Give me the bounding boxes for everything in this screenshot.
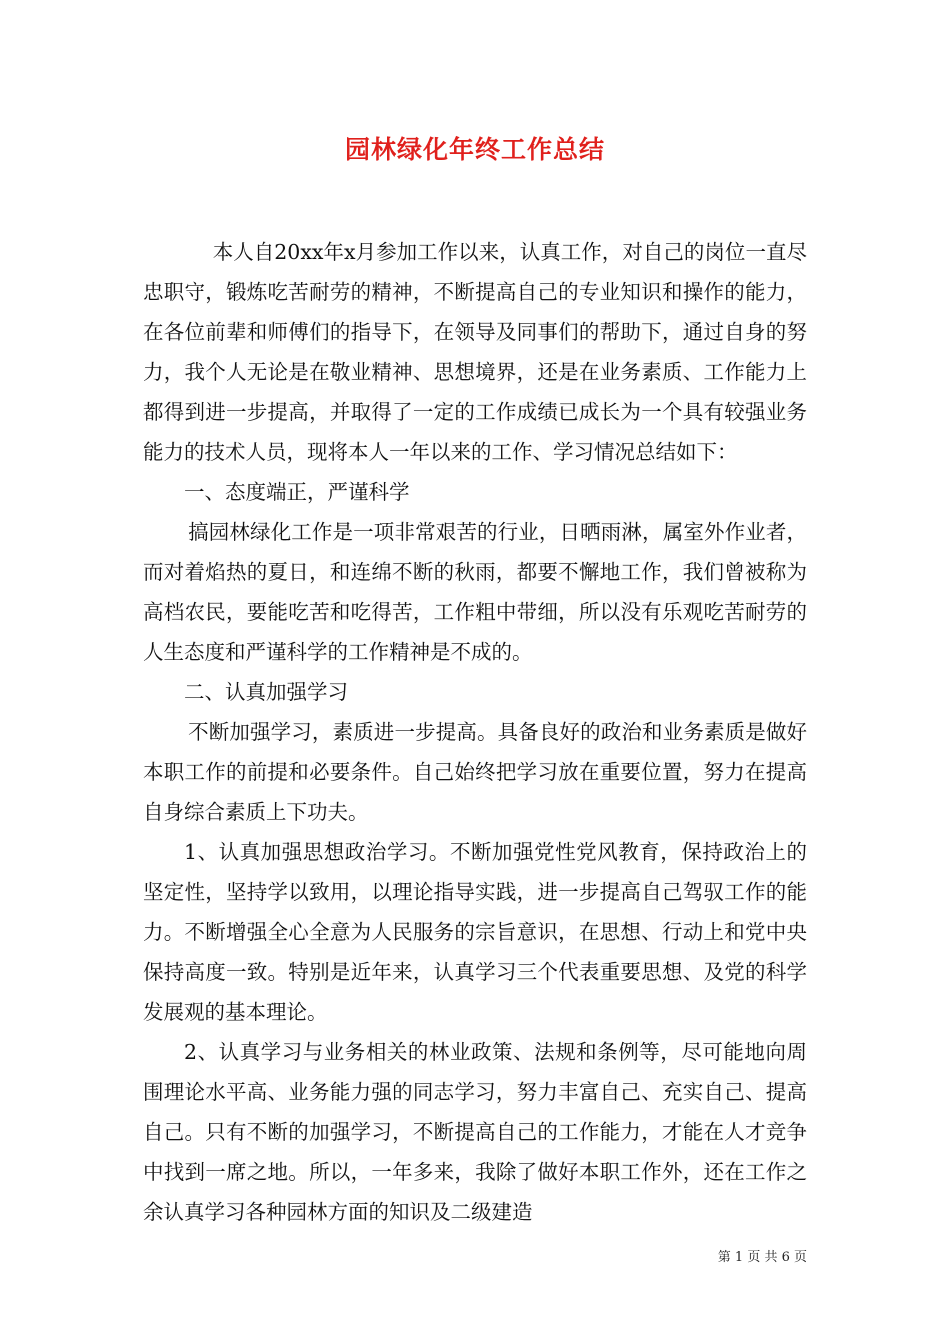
paragraph-intro: 本人自20xx年x月参加工作以来，认真工作，对自己的岗位一直尽忠职守，锻炼吃苦耐劳的精神，不断提高自己的专业知识和操作的能力，在各位前辈和师傅们的指导下，在领导及同事们的帮助下，通过自身的努力，我个人无论是在敬业精神、思想境界，还是在业务素质、工作能力上都得到进一步提高，并取得了一定的工作成绩已成长为一个具有较强业务能力的技术人员，现将本人一年以来的工作、学习情况总结如下： (143, 240, 807, 464)
paragraph-item-1: 1、认真加强思想政治学习。不断加强党性党风教育，保持政治上的坚定性，坚持学以致用，以理论指导实践，进一步提高自己驾驭工作的能力。不断增强全心全意为人民服务的宗旨意识，在思想、行动上和党中央保持高度一致。特别是近年来，认真学习三个代表重要思想、及党的科学发展观的基本理论。 (143, 840, 807, 1024)
section-heading-2: 二、认真加强学习 (184, 680, 348, 704)
paragraph-attitude: 搞园林绿化工作是一项非常艰苦的行业，日晒雨淋，属室外作业者，而对着焰热的夏日，和连绵不断的秋雨，都要不懈地工作，我们曾被称为高档农民，要能吃苦和吃得苦，工作粗中带细，所以没有乐观吃苦耐劳的人生态度和严谨科学的工作精神是不成的。 (143, 520, 807, 664)
paragraph-learning: 不断加强学习，素质进一步提高。具备良好的政治和业务素质是做好本职工作的前提和必要条件。自己始终把学习放在重要位置，努力在提高自身综合素质上下功夫。 (143, 720, 807, 824)
paragraph-item-2: 2、认真学习与业务相关的林业政策、法规和条例等，尽可能地向周围理论水平高、业务能力强的同志学习，努力丰富自己、充实自己、提高自己。只有不断的加强学习，不断提高自己的工作能力，才能在人才竞争中找到一席之地。所以，一年多来，我除了做好本职工作外，还在工作之余认真学习各种园林方面的知识及二级建造 (143, 1040, 807, 1224)
document-title: 园林绿化年终工作总结 (344, 135, 605, 164)
section-heading-1: 一、态度端正，严谨科学 (184, 480, 410, 504)
document-body (143, 232, 807, 1232)
page-number: 第 1 页 共 6 页 (717, 1250, 807, 1265)
